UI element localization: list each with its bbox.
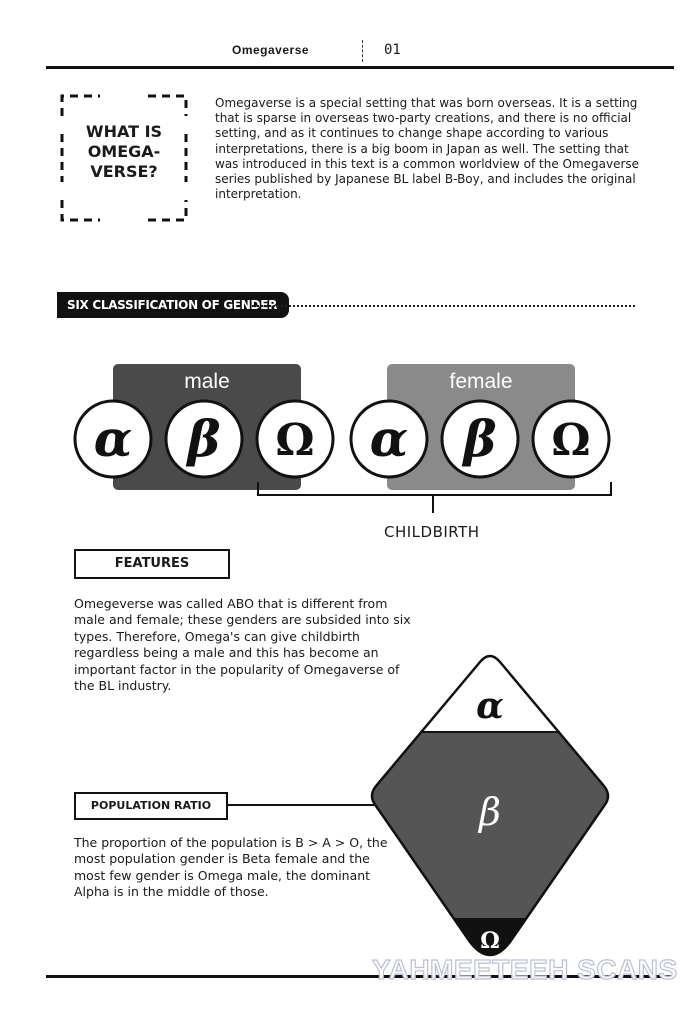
- symbol-male-beta: β: [187, 409, 221, 468]
- what-is-box: [60, 94, 188, 222]
- diamond-alpha-symbol: α: [476, 685, 504, 727]
- what-is-label: [60, 122, 188, 182]
- symbol-female-beta: β: [463, 409, 497, 468]
- top-rule: [46, 66, 674, 69]
- symbol-female-alpha: α: [369, 409, 409, 468]
- diamond-beta-symbol: β: [479, 790, 501, 834]
- childbirth-label: CHILDBIRTH: [384, 523, 480, 541]
- what-is-line-1: WHAT IS: [85, 122, 163, 141]
- section-dotted-line: [252, 305, 635, 307]
- page-number: 01: [384, 42, 401, 58]
- population-connector-line: [226, 803, 376, 807]
- watermark: YAHMEETEEH SCANS: [372, 954, 678, 985]
- section-title: SIX CLASSIFICATION OF GENDER: [57, 292, 289, 318]
- intro-paragraph: Omegaverse is a special setting that was born overseas. It is a setting that is sparse in overseas two-party creations, and there is no official setting, and as it continues to change shape according to various interpretations, there is a big boom in Japan as well. The setting that was introduced in this text is a common worldview of the Omegaverse series published by Japanese BL label B-Boy, and includes the original interpretation.: [215, 96, 640, 202]
- population-ratio-label: POPULATION RATIO: [74, 792, 228, 820]
- diamond-omega-symbol: Ω: [480, 928, 500, 954]
- what-is-line-3: VERSE?: [90, 162, 158, 181]
- population-paragraph: The proportion of the population is B > A > O, the most population gender is Beta female and the most few gender is Omega male, the dominant Alpha is in the middle of those.: [74, 835, 388, 900]
- features-paragraph: Omegeverse was called ABO that is different from male and female; these genders are subsided into six types. Therefore, Omega's can give childbirth regardless being a male and this has become an important factor in the popularity of Omegaverse of the BL industry.: [74, 596, 411, 694]
- population-diamond: [360, 650, 620, 960]
- male-label: male: [184, 370, 230, 393]
- symbol-female-omega: Ω: [551, 415, 591, 466]
- symbol-male-omega: Ω: [275, 415, 315, 466]
- female-label: female: [449, 370, 513, 393]
- header-title: Omegaverse: [232, 43, 310, 57]
- what-is-line-2: OMEGA-: [87, 142, 161, 161]
- gender-diagram: [0, 355, 700, 555]
- symbol-male-alpha: α: [93, 409, 133, 468]
- features-label: FEATURES: [74, 549, 230, 579]
- header-separator: [362, 40, 364, 62]
